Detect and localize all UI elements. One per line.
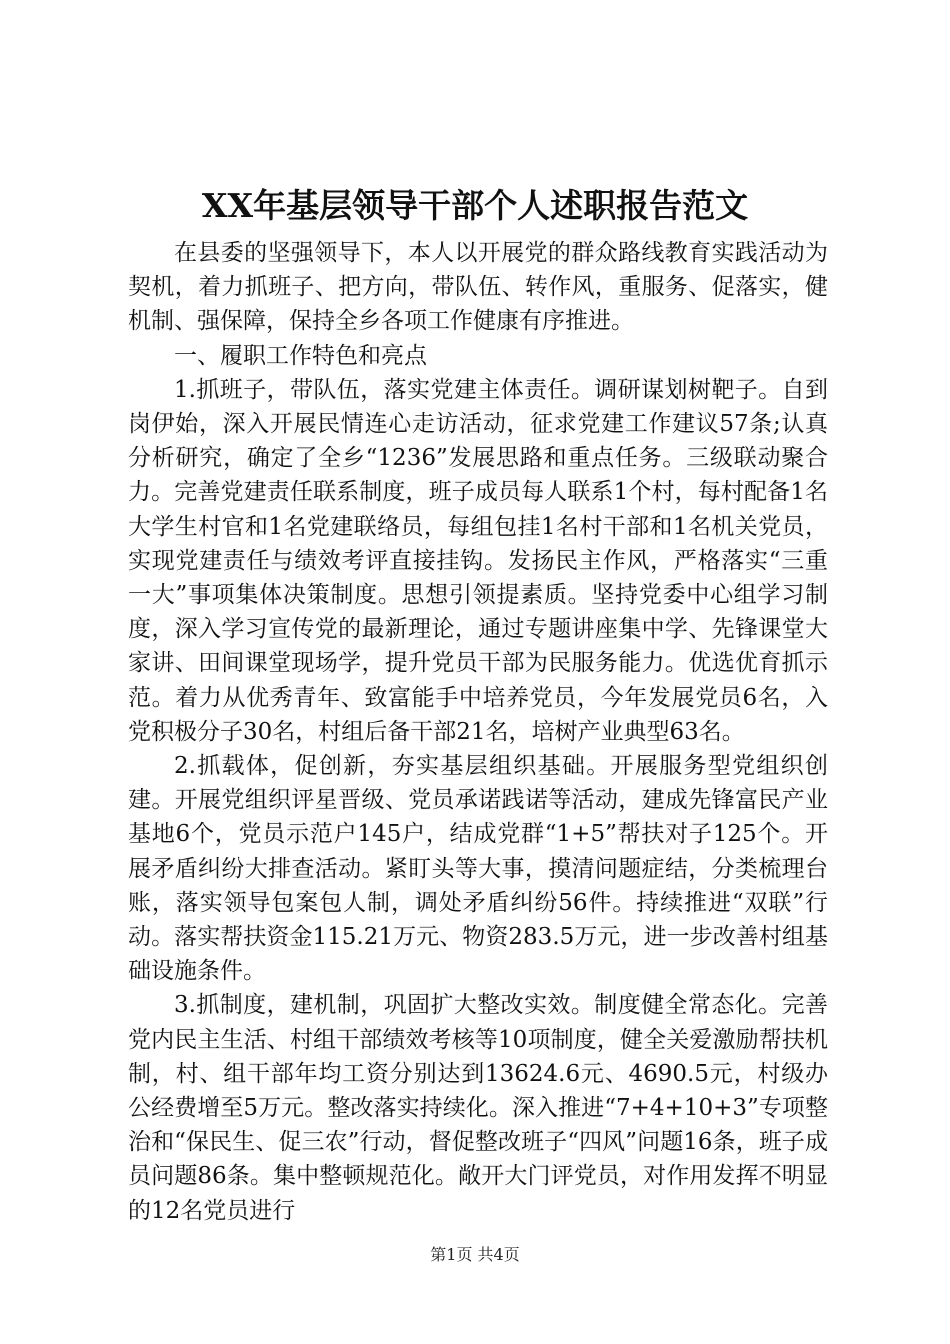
section-heading: 一、履职工作特色和亮点: [174, 342, 427, 369]
paragraph-intro: 在县委的坚强领导下，本人以开展党的群众路线教育实践活动为契机，着力抓班子、把方向，带队伍、转作风，重服务、促落实，健机制、强保障，保持全乡各项工作健康有序推进。: [128, 240, 828, 335]
document-title: XX年基层领导干部个人述职报告范文: [201, 186, 749, 225]
paragraph-item-2: 2.抓载体，促创新，夯实基层组织基础。开展服务型党组织创建。开展党组织评星晋级、党员承诺践诺等活动，建成先锋富民产业基地6个，党员示范户145户，结成党群“1+5”帮扶对子125个。开展矛盾纠纷大排查活动。紧盯头等大事，摸清问题症结，分类梳理台账，落实领导包案包人制，调处矛盾纠纷56件。持续推进“双联”行动。落实帮扶资金115.21万元、物资283.5万元，进一步改善村组基础设施条件。: [128, 753, 828, 985]
page-number-footer: 第1页 共4页: [430, 1245, 520, 1264]
paragraph-item-3: 3.抓制度，建机制，巩固扩大整改实效。制度健全常态化。完善党内民主生活、村组干部绩效考核等10项制度，健全关爱激励帮扶机制，村、组干部年均工资分别达到13624.6元、4690.5元，村级办公经费增至5万元。整改落实持续化。深入推进“7+4+10+3”专项整治和“保民生、促三农”行动，督促整改班子“四风”问题16条，班子成员问题86条。集中整顿规范化。敞开大门评党员，对作用发挥不明显的12名党员进行: [128, 992, 828, 1224]
document-body: [128, 236, 828, 1228]
paragraph-item-1: 1.抓班子，带队伍，落实党建主体责任。调研谋划树靶子。自到岗伊始，深入开展民情连心走访活动，征求党建工作建议57条;认真分析研究，确定了全乡“1236”发展思路和重点任务。三级联动聚合力。完善党建责任联系制度，班子成员每人联系1个村，每村配备1名大学生村官和1名党建联络员，每组包挂1名村干部和1名机关党员，实现党建责任与绩效考评直接挂钩。发扬民主作风，严格落实“三重一大”事项集体决策制度。思想引领提素质。坚持党委中心组学习制度，深入学习宣传党的最新理论，通过专题讲座集中学、先锋课堂大家讲、田间课堂现场学，提升党员干部为民服务能力。优选优育抓示范。着力从优秀青年、致富能手中培养党员，今年发展党员6名，入党积极分子30名，村组后备干部21名，培树产业典型63名。: [128, 376, 828, 745]
